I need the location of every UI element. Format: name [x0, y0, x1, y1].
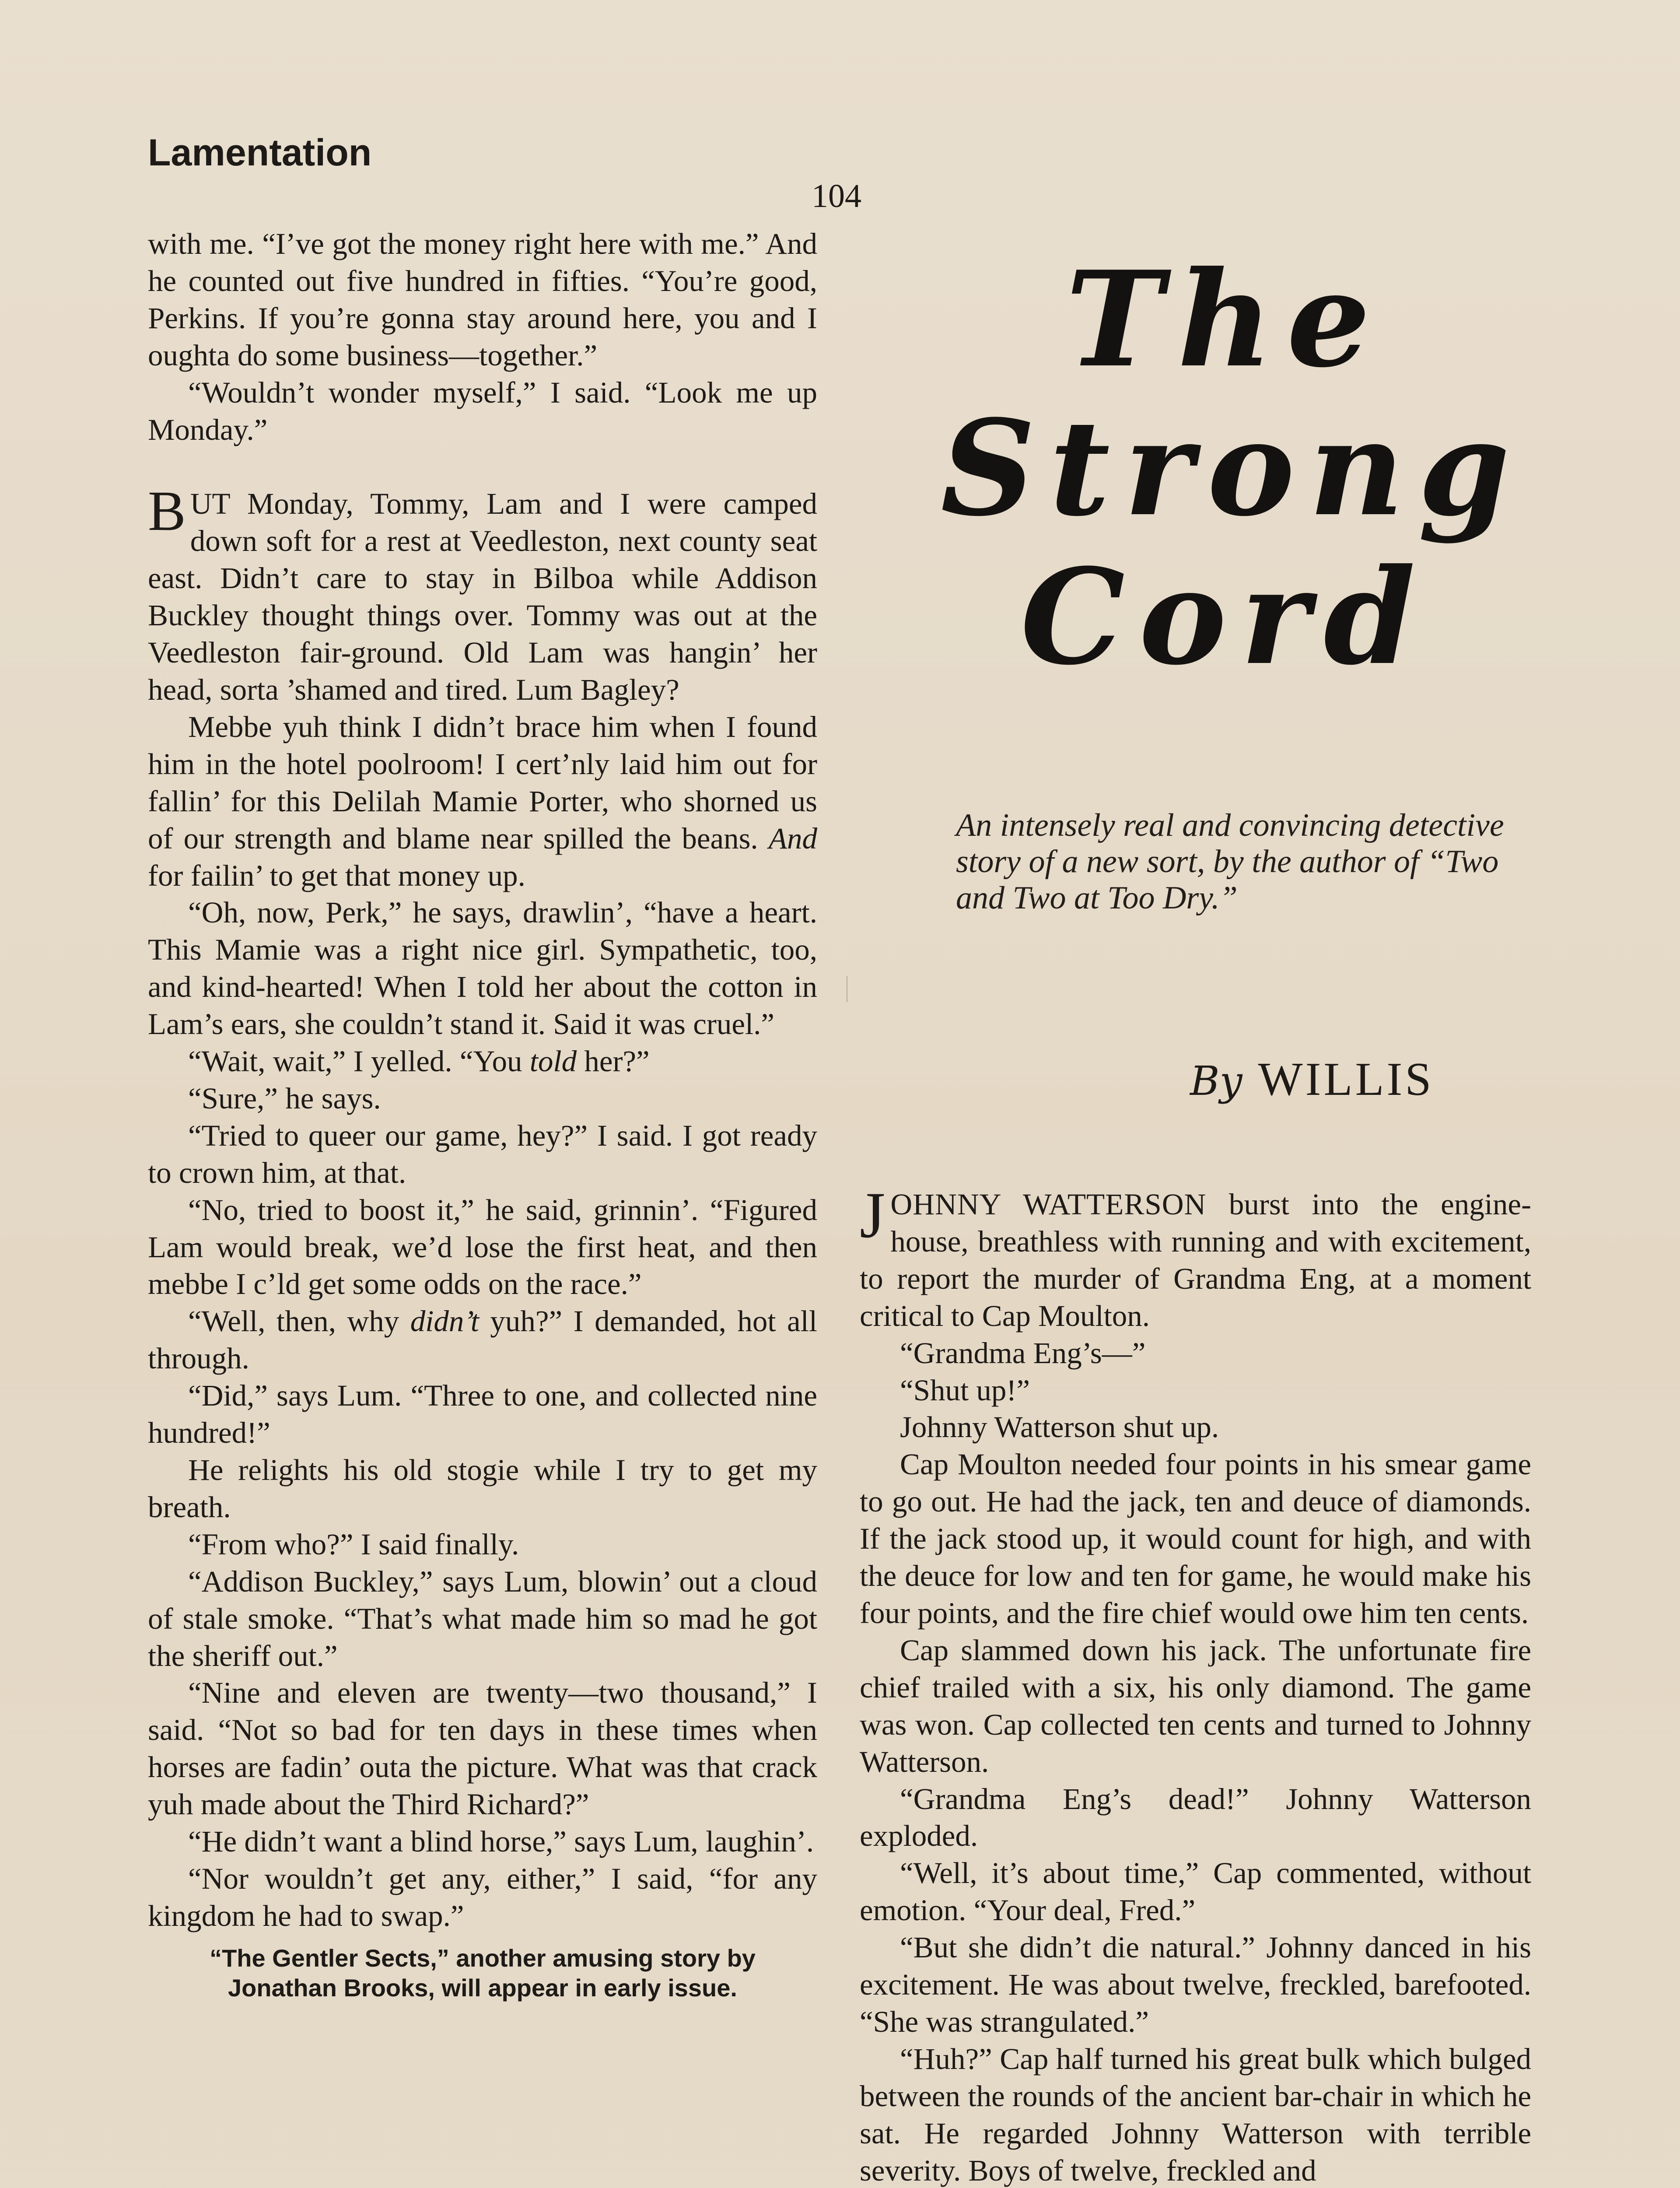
right-column — [860, 1179, 1531, 2188]
paragraph: “Did,” says Lum. “Three to one, and collected nine hundred!” — [148, 1379, 817, 1450]
paragraph: “Oh, now, Perk,” he says, drawlin’, “have a heart. This Mamie was a right nice girl. Sympathetic, too, and kind-hearted! When I told her about the cotton in Lam’s ears, she couldn’t stand it. Said it was cruel.” — [148, 896, 817, 1041]
paragraph — [860, 1179, 1531, 1335]
paragraph: “Grandma Eng’s dead!” Johnny Watterson exploded. — [860, 1782, 1531, 1853]
story-title — [941, 242, 1524, 694]
title-line: The — [1065, 242, 1385, 396]
paragraph — [148, 1043, 817, 1080]
paragraph-text: “Well, then, why — [188, 1304, 399, 1338]
paragraph-text: for failin’ to get that money up. — [148, 859, 525, 892]
italic-word: And — [768, 821, 817, 855]
italic-word: didn’t — [410, 1304, 479, 1338]
drop-cap: J — [860, 1179, 886, 1252]
paragraph: “Wouldn’t wonder myself,” I said. “Look me up Monday.” — [148, 375, 817, 446]
paragraph: “Sure,” he says. — [188, 1081, 381, 1115]
paragraph-text: UT Monday, Tommy, Lam and I were camped down soft for a rest at Veedleston, next county seat east. Didn’t care to stay in Bilboa while Addison Buckley thought things over. Tommy was out at the Veedleston fair-ground. Old Lam was hangin’ her head, sorta ’shamed and tired. Lum Bagley? — [148, 487, 817, 706]
byline-author: WILLIS — [1258, 1053, 1434, 1105]
byline — [1190, 1052, 1434, 1107]
upcoming-story-note: “The Gentler Sects,” another amusing story by Jonathan Brooks, will appear in early issue. — [210, 1944, 756, 2002]
paragraph: “Well, it’s about time,” Cap commented, without emotion. “Your deal, Fred.” — [860, 1856, 1531, 1927]
italic-word: told — [529, 1045, 577, 1078]
paragraph-text: “Wait, wait,” I yelled. “You — [188, 1045, 522, 1078]
paragraph: He relights his old stogie while I try to get my breath. — [148, 1453, 817, 1524]
paragraph — [148, 708, 817, 894]
paragraph: Johnny Watterson shut up. — [900, 1410, 1219, 1444]
paragraph: “Shut up!” — [900, 1373, 1030, 1407]
title-line: Cord — [1020, 540, 1430, 694]
title-line: Strong — [941, 391, 1524, 545]
running-title: Lamentation — [148, 132, 372, 174]
byline-by: By — [1190, 1058, 1242, 1105]
paragraph: “Nine and eleven are twenty—two thousand,” I said. “Not so bad for ten days in these times when horses are fadin’ outa the picture. What was that crack yuh made about the Third Richard?” — [148, 1676, 817, 1821]
story-subtitle: An intensely real and convincing detective story of a new sort, by the author of “Two and Two at Too Dry.” — [956, 807, 1504, 916]
drop-cap: B — [148, 480, 186, 543]
paragraph-text: burst into the engine-house, breathless with running and with excitement, to report the murder of Grandma Eng, at a moment critical to Cap Moulton. — [860, 1188, 1531, 1332]
page-number: 104 — [812, 178, 861, 214]
paragraph: “But she didn’t die natural.” Johnny danced in his excitement. He was about twelve, freckled, barefooted. “She was strangulated.” — [860, 1931, 1531, 2038]
paragraph: “Nor wouldn’t get any, either,” I said, “for any kingdom he had to swap.” — [148, 1862, 817, 1932]
paragraph-text: Mebbe yuh think I didn’t brace him when I found him in the hotel poolroom! I cert’nly laid him out for fallin’ for this Delilah Mamie Porter, who shorned us of our strength and blame near spilled the beans. — [148, 710, 817, 855]
left-column — [148, 225, 817, 2003]
paragraph: “He didn’t want a blind horse,” says Lum, laughin’. — [188, 1825, 814, 1858]
paragraph: “No, tried to boost it,” he said, grinnin’. “Figured Lam would break, we’d lose the first heat, and then mebbe I c’ld get some odds on the race.” — [148, 1193, 817, 1301]
paragraph — [148, 480, 817, 708]
paragraph-text: her?” — [584, 1045, 650, 1078]
paragraph: Cap Moulton needed four points in his smear game to go out. He had the jack, ten and deuce of diamonds. If the jack stood up, it would count for high, and with the deuce for low and ten for game, he would make his four points, and the fire chief would owe him ten cents. — [860, 1448, 1531, 1630]
paragraph: “From who?” I said finally. — [188, 1527, 519, 1561]
lead-caps: OHNNY WATTERSON — [890, 1188, 1207, 1221]
paragraph — [148, 1303, 817, 1377]
paragraph: with me. “I’ve got the money right here with me.” And he counted out five hundred in fifties. “You’re good, Perkins. If you’re gonna stay around here, you and I oughta do some business—together.” — [148, 227, 817, 372]
paragraph: “Tried to queer our game, hey?” I said. I got ready to crown him, at that. — [148, 1119, 817, 1189]
paragraph-text: yuh?” I demanded, hot all through. — [148, 1304, 817, 1375]
paragraph: Cap slammed down his jack. The unfortunate fire chief trailed with a six, his only diamond. The game was won. Cap collected ten cents and turned to Johnny Watterson. — [860, 1633, 1531, 1778]
paragraph: “Addison Buckley,” says Lum, blowin’ out a cloud of stale smoke. “That’s what made him so mad he got the sheriff out.” — [148, 1564, 817, 1673]
paragraph: “Grandma Eng’s—” — [900, 1336, 1146, 1370]
paragraph: “Huh?” Cap half turned his great bulk which bulged between the rounds of the ancient bar-chair in which he sat. He regarded Johnny Watterson with terrible severity. Boys of twelve, freckled and — [860, 2042, 1531, 2187]
